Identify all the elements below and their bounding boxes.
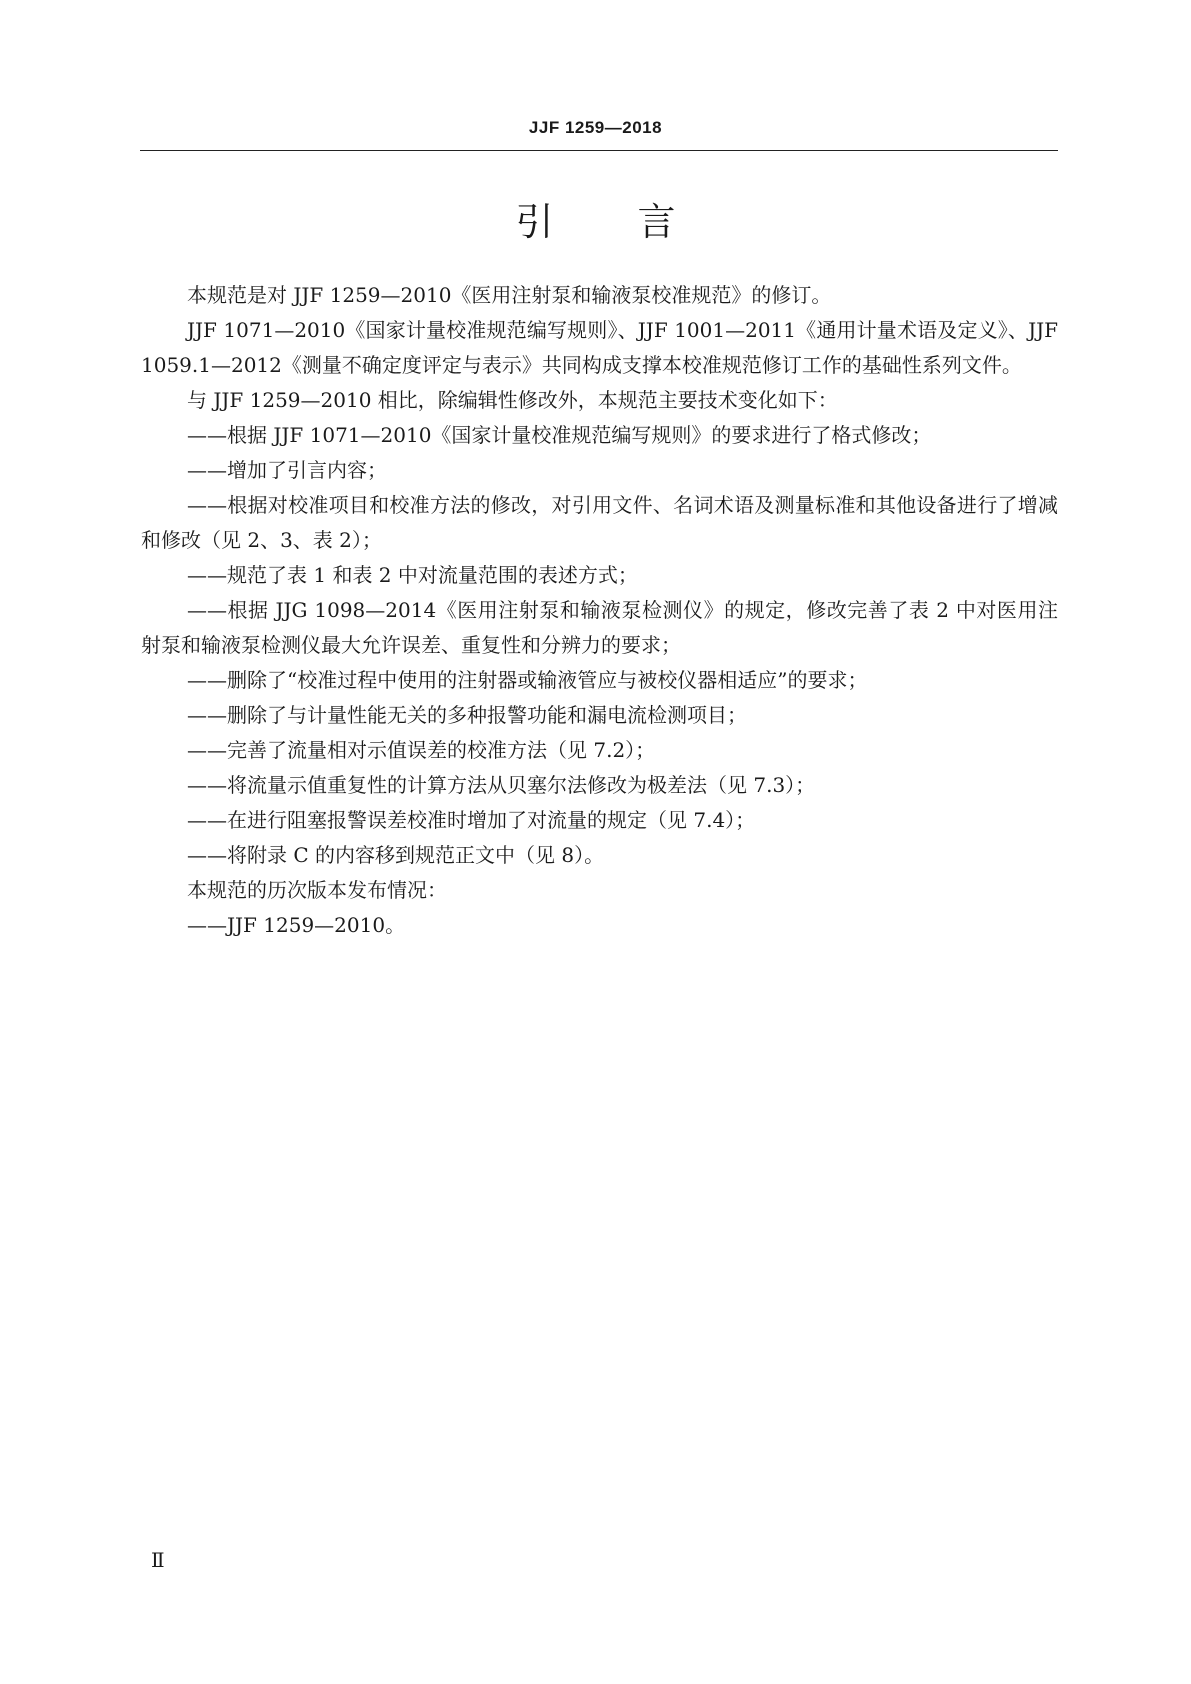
change-item: ——完善了流量相对示值误差的校准方法（见 7.2）； <box>187 738 656 762</box>
paragraph-intro: 本规范是对 JJF 1259—2010《医用注射泵和输液泵校准规范》的修订。 <box>187 283 832 307</box>
change-item: ——删除了“校准过程中使用的注射器或输液管应与被校仪器相适应”的要求； <box>187 668 868 692</box>
change-item: ——根据 JJF 1071—2010《国家计量校准规范编写规则》的要求进行了格式修改； <box>187 423 932 447</box>
header-divider <box>140 150 1058 151</box>
change-item: ——根据对校准项目和校准方法的修改，对引用文件、名词术语及测量标准和其他设备进行了增减和修改（见 2、3、表 2）； <box>141 493 1058 552</box>
document-body <box>141 278 1058 943</box>
change-item: ——将附录 C 的内容移到规范正文中（见 8）。 <box>187 843 605 867</box>
page-title: 引言 <box>515 200 760 244</box>
change-item: ——规范了表 1 和表 2 中对流量范围的表述方式； <box>187 563 638 587</box>
change-item: ——增加了引言内容； <box>187 458 387 482</box>
change-item: ——在进行阻塞报警误差校准时增加了对流量的规定（见 7.4）； <box>187 808 756 832</box>
change-item: ——根据 JJG 1098—2014《医用注射泵和输液泵检测仪》的规定，修改完善了表 2 中对医用注射泵和输液泵检测仪最大允许误差、重复性和分辨力的要求； <box>141 598 1058 657</box>
document-code-header: JJF 1259—2018 <box>528 118 663 137</box>
change-item: ——将流量示值重复性的计算方法从贝塞尔法修改为极差法（见 7.3）； <box>187 773 816 797</box>
paragraph-changes-intro: 与 JJF 1259—2010 相比，除编辑性修改外，本规范主要技术变化如下： <box>187 388 838 412</box>
history-item: ——JJF 1259—2010。 <box>187 913 406 937</box>
paragraph-basis-docs: JJF 1071—2010《国家计量校准规范编写规则》、JJF 1001—2011《通用计量术语及定义》、JJF 1059.1—2012《测量不确定度评定与表示》共同构成支撑本校准规范修订工作的基础性系列文件。 <box>141 318 1058 377</box>
change-item: ——删除了与计量性能无关的多种报警功能和漏电流检测项目； <box>187 703 747 727</box>
page-number: Ⅱ <box>151 1548 165 1572</box>
paragraph-history-intro: 本规范的历次版本发布情况： <box>187 878 447 902</box>
